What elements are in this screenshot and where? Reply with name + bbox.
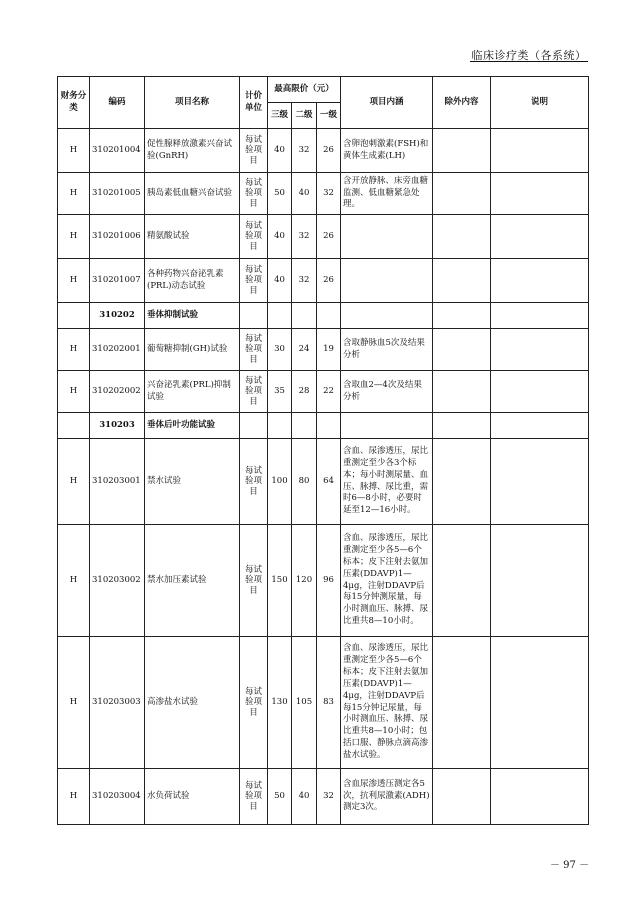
cell-content: 含血、尿渗透压，尿比重测定至少各5—6个标本；皮下注射去氨加压素(DDAVP)1—4μg，注射DDAVP后每15分钟记尿量，每小时测血压、脉搏、尿比重共8—10小时；包括口服、静脉点滴高渗盐水试验。 (341, 637, 433, 769)
cell-name: 兴奋泌乳素(PRL)抑制试验 (145, 371, 240, 413)
header-category: 财务分类 (58, 77, 90, 129)
table-row (58, 371, 589, 413)
table-row (58, 173, 589, 215)
cell-price-level1: 64 (317, 439, 341, 525)
cell-note (491, 173, 589, 215)
cell-empty (240, 303, 268, 329)
cell-content: 含开放静脉、床旁血糖监测、低血糖紧急处理。 (341, 173, 433, 215)
section-header-title: 临床诊疗类（各系统） (471, 49, 587, 62)
cell-name: 促性腺释放激素兴奋试验(GnRH) (145, 129, 240, 173)
category-row (58, 303, 589, 329)
cell-content (341, 215, 433, 259)
cell-price-level1: 83 (317, 637, 341, 769)
cell-name: 禁水加压素试验 (145, 525, 240, 637)
cell-content: 含血、尿渗透压，尿比重测定至少各5—6个标本；皮下注射去氨加压素(DDAVP)1—4μg，注射DDAVP后每15分钟测尿量，每小时测血压、脉搏、尿比重共8—10小时。 (341, 525, 433, 637)
cell-category: H (58, 371, 90, 413)
cell-name: 各种药物兴奋泌乳素(PRL)动态试验 (145, 259, 240, 303)
cell-name: 高渗盐水试验 (145, 637, 240, 769)
cell-category: H (58, 129, 90, 173)
header-exclude: 除外内容 (433, 77, 491, 129)
header-note: 说明 (491, 77, 589, 129)
cell-name: 垂体抑制试验 (145, 303, 240, 329)
cell-code: 310203002 (90, 525, 145, 637)
cell-price-level1: 26 (317, 259, 341, 303)
price-table (57, 76, 589, 825)
cell-code: 310201007 (90, 259, 145, 303)
cell-note (491, 637, 589, 769)
cell-price-level2: 120 (292, 525, 317, 637)
cell-empty (341, 413, 433, 439)
cell-code: 310203001 (90, 439, 145, 525)
cell-note (491, 215, 589, 259)
header-price-group: 最高限价（元） (268, 77, 341, 103)
cell-code: 310201004 (90, 129, 145, 173)
table-row (58, 525, 589, 637)
cell-unit: 每试验项目 (240, 329, 268, 371)
cell-exclude (433, 259, 491, 303)
cell-empty (491, 413, 589, 439)
cell-unit: 每试验项目 (240, 769, 268, 825)
cell-code: 310201006 (90, 215, 145, 259)
page-number: － 97 － (550, 860, 590, 871)
table-row (58, 129, 589, 173)
cell-price-level2: 80 (292, 439, 317, 525)
cell-unit: 每试验项目 (240, 259, 268, 303)
cell-code: 310202002 (90, 371, 145, 413)
cell-note (491, 769, 589, 825)
cell-name: 胰岛素低血糖兴奋试验 (145, 173, 240, 215)
cell-name: 垂体后叶功能试验 (145, 413, 240, 439)
cell-price-level3: 40 (268, 259, 292, 303)
cell-price-level2: 32 (292, 259, 317, 303)
cell-empty (292, 303, 317, 329)
header-name: 项目名称 (145, 77, 240, 129)
cell-price-level3: 40 (268, 215, 292, 259)
table-body (58, 129, 589, 825)
cell-price-level3: 50 (268, 769, 292, 825)
cell-empty (292, 413, 317, 439)
table-row (58, 215, 589, 259)
cell-category: H (58, 215, 90, 259)
cell-empty (433, 303, 491, 329)
cell-price-level2: 105 (292, 637, 317, 769)
cell-category: H (58, 329, 90, 371)
cell-category: H (58, 259, 90, 303)
table-row (58, 769, 589, 825)
cell-empty (317, 413, 341, 439)
cell-content: 含血、尿渗透压，尿比重测定至少各3个标本；每小时测尿量、血压、脉搏、尿比重，需时6—8小时，必要时延至12—16小时。 (341, 439, 433, 525)
cell-category: H (58, 525, 90, 637)
cell-code: 310203 (90, 413, 145, 439)
cell-price-level3: 150 (268, 525, 292, 637)
cell-note (491, 439, 589, 525)
cell-empty (341, 303, 433, 329)
cell-price-level3: 130 (268, 637, 292, 769)
cell-unit: 每试验项目 (240, 129, 268, 173)
cell-exclude (433, 769, 491, 825)
category-row (58, 413, 589, 439)
cell-name: 葡萄糖抑制(GH)试验 (145, 329, 240, 371)
cell-price-level2: 40 (292, 769, 317, 825)
header-level2: 二级 (292, 103, 317, 129)
cell-content: 含卵泡刺激素(FSH)和黄体生成素(LH) (341, 129, 433, 173)
cell-code: 310203004 (90, 769, 145, 825)
cell-unit: 每试验项目 (240, 215, 268, 259)
header-content: 项目内涵 (341, 77, 433, 129)
cell-empty (268, 413, 292, 439)
cell-price-level2: 28 (292, 371, 317, 413)
cell-empty (240, 413, 268, 439)
cell-price-level1: 26 (317, 215, 341, 259)
cell-price-level1: 32 (317, 769, 341, 825)
table-row (58, 329, 589, 371)
cell-price-level1: 19 (317, 329, 341, 371)
header-code: 编码 (90, 77, 145, 129)
cell-exclude (433, 371, 491, 413)
cell-price-level2: 32 (292, 129, 317, 173)
table-row (58, 259, 589, 303)
cell-exclude (433, 173, 491, 215)
cell-price-level1: 96 (317, 525, 341, 637)
cell-code: 310202001 (90, 329, 145, 371)
cell-name: 水负荷试验 (145, 769, 240, 825)
cell-note (491, 525, 589, 637)
cell-exclude (433, 439, 491, 525)
cell-code: 310203003 (90, 637, 145, 769)
cell-price-level3: 35 (268, 371, 292, 413)
cell-category (58, 303, 90, 329)
cell-category: H (58, 637, 90, 769)
cell-category: H (58, 769, 90, 825)
table-row (58, 637, 589, 769)
cell-content: 含取静脉血5次及结果分析 (341, 329, 433, 371)
cell-exclude (433, 215, 491, 259)
header-unit: 计价单位 (240, 77, 268, 129)
cell-note (491, 129, 589, 173)
cell-exclude (433, 329, 491, 371)
cell-empty (268, 303, 292, 329)
cell-unit: 每试验项目 (240, 637, 268, 769)
cell-exclude (433, 129, 491, 173)
cell-name: 禁水试验 (145, 439, 240, 525)
cell-unit: 每试验项目 (240, 173, 268, 215)
cell-exclude (433, 525, 491, 637)
table-row (58, 439, 589, 525)
cell-code: 310201005 (90, 173, 145, 215)
cell-price-level2: 40 (292, 173, 317, 215)
cell-category: H (58, 439, 90, 525)
cell-exclude (433, 637, 491, 769)
cell-price-level3: 100 (268, 439, 292, 525)
cell-category: H (58, 173, 90, 215)
cell-price-level1: 26 (317, 129, 341, 173)
cell-price-level3: 30 (268, 329, 292, 371)
cell-price-level3: 50 (268, 173, 292, 215)
cell-content: 含取血2—4次及结果分析 (341, 371, 433, 413)
cell-price-level2: 32 (292, 215, 317, 259)
cell-content (341, 259, 433, 303)
cell-empty (317, 303, 341, 329)
header-level1: 一级 (317, 103, 341, 129)
cell-note (491, 259, 589, 303)
cell-price-level2: 24 (292, 329, 317, 371)
cell-empty (433, 413, 491, 439)
table-header (58, 77, 589, 129)
cell-unit: 每试验项目 (240, 525, 268, 637)
cell-unit: 每试验项目 (240, 371, 268, 413)
cell-unit: 每试验项目 (240, 439, 268, 525)
cell-price-level1: 22 (317, 371, 341, 413)
cell-category (58, 413, 90, 439)
header-level3: 三级 (268, 103, 292, 129)
cell-content: 含血尿渗透压测定各5次，抗利尿激素(ADH)测定3次。 (341, 769, 433, 825)
cell-note (491, 371, 589, 413)
cell-price-level3: 40 (268, 129, 292, 173)
cell-empty (491, 303, 589, 329)
cell-note (491, 329, 589, 371)
cell-name: 精氨酸试验 (145, 215, 240, 259)
cell-code: 310202 (90, 303, 145, 329)
cell-price-level1: 32 (317, 173, 341, 215)
header-underline (470, 61, 588, 62)
